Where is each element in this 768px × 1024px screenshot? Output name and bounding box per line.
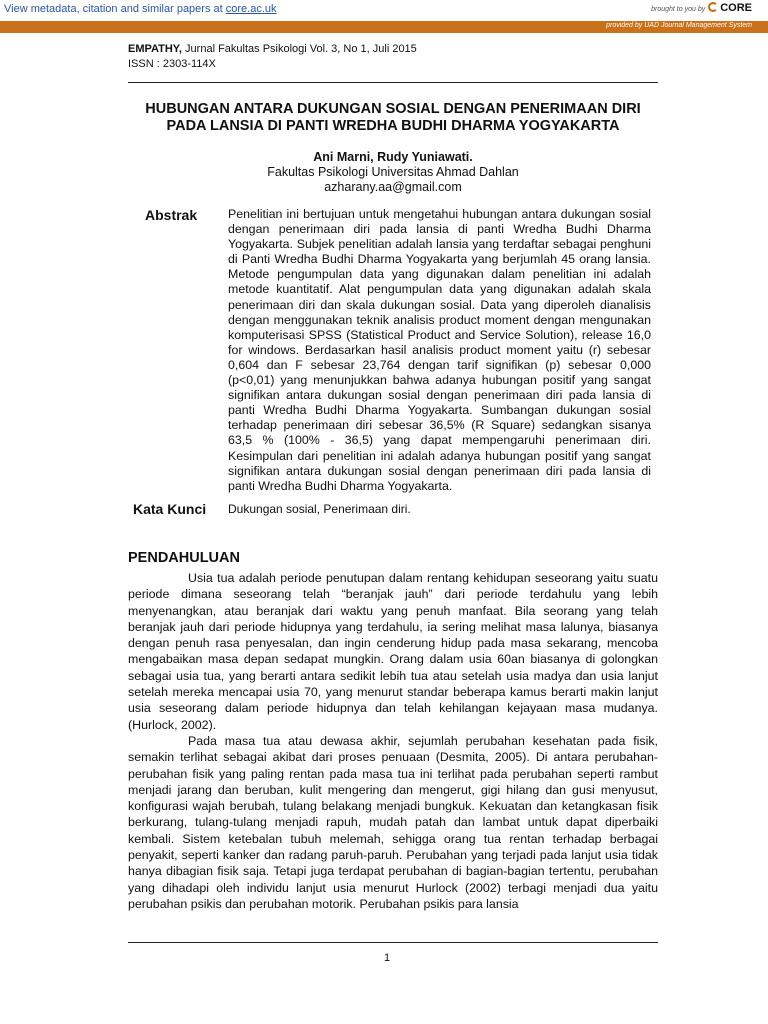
abstract-label: Abstrak bbox=[145, 207, 198, 223]
author-block bbox=[128, 150, 658, 195]
author-names: Ani Marni, Rudy Yuniawati. bbox=[313, 150, 473, 164]
journal-details: Jurnal Fakultas Psikologi Vol. 3, No 1, Juli 2015 bbox=[182, 43, 417, 55]
paper-title: HUBUNGAN ANTARA DUKUNGAN SOSIAL DENGAN PENERIMAAN DIRI PADA LANSIA DI PANTI WREDHA BUDHI DHARMA YOGYAKARTA bbox=[145, 101, 641, 134]
header-rule bbox=[128, 82, 658, 83]
core-site-link[interactable]: core.ac.uk bbox=[225, 3, 277, 15]
body-paragraph: Usia tua adalah periode penutupan dalam rentang kehidupan seseorang yaitu suatu periode dimana seseorang telah “beranjak jauh” dari periode terdahulu yang lebih menyenangkan, atau beranjak dari waktu yang penuh manfaat. Bila seorang yang telah beranjak jauh dari periode hidupnya yang terdahulu, ia sering melihat masa lalunya, biasanya dengan penuh rasa penyesalan, dan ingin cenderung hidup pada masa sekarang, mencoba mengabaikan masa depan sedapat mungkin. Orang dalam usia 60an biasanya di golongkan sebagai usia tua, yang berarti antara sedikit lebih tua atau setelah usia madya dan usia lanjut setelah mereka mencapai usia 70, yang menurut standar beberapa kamus berarti makin lanjut usia seseorang dalam periode hidupnya dan telah kehilangan kejayaan masa mudanya. (Hurlock, 2002). bbox=[128, 571, 658, 732]
journal-name: EMPATHY, bbox=[128, 43, 182, 55]
provided-by-bar bbox=[0, 21, 768, 33]
section-body bbox=[128, 570, 658, 912]
abstract-text: Penelitian ini bertujuan untuk mengetahui hubungan antara dukungan sosial dengan penerimaan diri pada lansia di panti Wredha Budhi Dharma Yogyakarta. Subjek penelitian adalah lansia yang terdaftar sebagai penghuni di Panti Wredha Budhi Dharma Yogyakarta yang berjumlah 45 orang lansia. Metode pengumpulan data yang digunakan dalam penelitian ini adalah metode kuantitatif. Alat pengumpulan data yang digunakan adalah skala penerimaan diri dan skala dukungan sosial. Data yang diperoleh dianalisis dengan menggunakan teknik analisis product moment dengan mengunakan komputerisasi SPSS (Statistical Product and Service Solution), release 16,0 for windows. Berdasarkan hasil analisis product moment yaitu (r) sebesar 0,604 dan F sebesar 23,764 dengan tarif signifikan (p) sebesar 0,000 (p<0,01) yang menunjukkan bahwa adanya hubungan positif yang sangat signifikan antara dukungan sosial dengan penerimaan diri pada lansia di panti Wredha Budhi Dharma Yogyakarta. Sumbangan dukungan sosial terhadap penerimaan diri sebesar 36,5% (R Square) sedangkan sisanya 63,5 % (100% - 36,5) yang dapat mempengaruhi penerimaan diri. Kesimpulan dari penelitian ini adalah adanya hubungan positif yang sangat signifikan antara dukungan sosial dengan penerimaan diri pada lansia di panti Wredha Budhi Dharma Yogyakarta. bbox=[228, 207, 651, 493]
author-affiliation: Fakultas Psikologi Universitas Ahmad Dahlan bbox=[267, 165, 519, 179]
core-logo-text: CORE bbox=[720, 2, 752, 14]
page-number: 1 bbox=[384, 952, 391, 964]
journal-header bbox=[128, 42, 417, 72]
core-banner bbox=[0, 0, 768, 22]
body-paragraph: Pada masa tua atau dewasa akhir, sejumlah perubahan kesehatan pada fisik, semakin terlihat sebagai akibat dari proses penuaan (Desmita, 2005). Di antara perubahan-perubahan fisik yang paling rentan pada masa tua ini terlihat pada perubahan seperti rambut menjadi jarang dan beruban, kulit mengering dan mengerut, gigi hilang dan gusi menyusut, konfigurasi wajah berubah, tulang belakang menjadi bungkuk. Kekuatan dan ketangkasan fisik berkurang, tulang-tulang menjadi rapuh, mudah patah dan lambat untuk dapat diperbaiki kembali. Sistem ketebalan tubuh melemah, sehigga orang tua rentan terhadap berbagai penyakit, seperti kanker dan radang paruh-paruh. Perubahan yang terjadi pada lanjut usia tidak hanya dibagian fisik saja. Tetapi juga terdapat perubahan di bagian-bagian tertentu, perubahan yang dihadapi oleh individu lanjut usia menurut Hurlock (2002) terbagi menjadi dua yaitu perubahan psikis dan perubahan motorik. Perubahan psikis para lansia bbox=[128, 733, 658, 911]
keywords-text: Dukungan sosial, Penerimaan diri. bbox=[228, 502, 411, 516]
metadata-link[interactable]: View metadata, citation and similar papers at core.ac.uk bbox=[4, 3, 277, 15]
core-logo-icon bbox=[708, 2, 718, 12]
keywords-label: Kata Kunci bbox=[133, 501, 207, 517]
provided-by-text[interactable]: provided by UAD Journal Management System bbox=[606, 22, 752, 29]
core-brand[interactable] bbox=[651, 2, 752, 14]
footer-rule bbox=[128, 942, 658, 943]
author-email: azharany.aa@gmail.com bbox=[324, 180, 462, 194]
brought-by-text: brought to you by bbox=[651, 6, 706, 13]
section-heading: PENDAHULUAN bbox=[128, 550, 240, 566]
journal-issn: ISSN : 2303-114X bbox=[128, 58, 216, 70]
